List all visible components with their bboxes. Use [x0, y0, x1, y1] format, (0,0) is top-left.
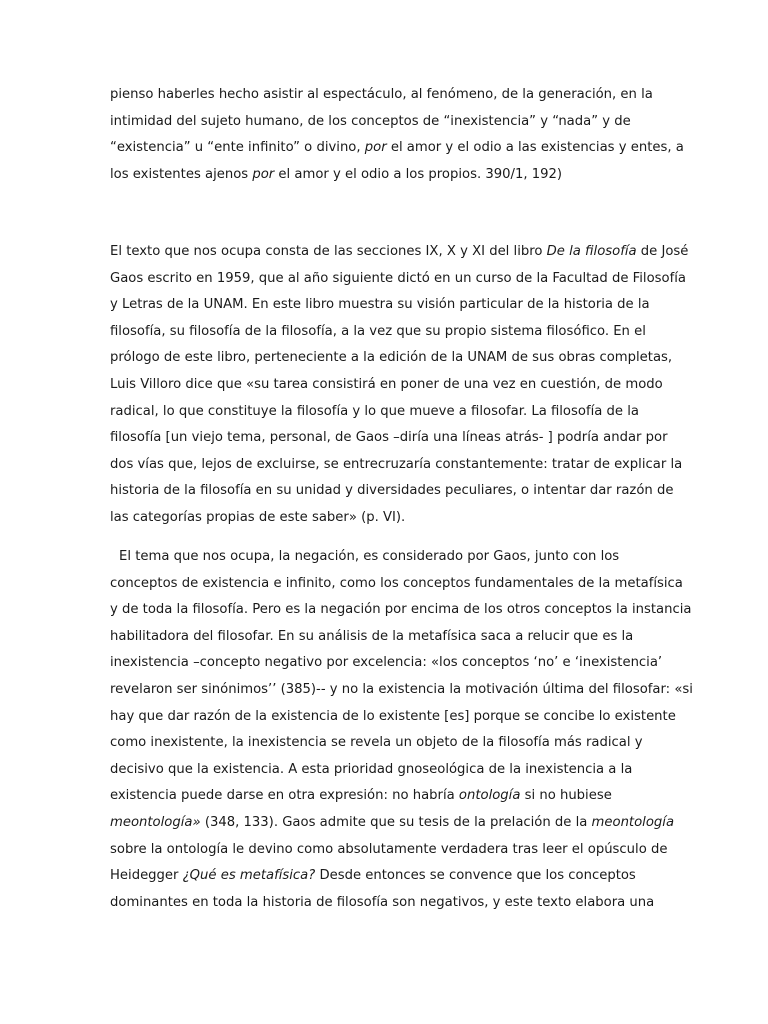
text-run: filosofía [un viejo tema, personal, de Gaos –diría una líneas atrás- ] podría andar por: [110, 430, 668, 446]
text-line: [110, 677, 693, 704]
italic-text-run: meontología»: [110, 814, 201, 830]
text-line: [110, 783, 670, 810]
text-run: historia de la filosofía en su unidad y diversidades peculiares, o intentar dar razón de: [110, 483, 674, 499]
text-line: [110, 162, 670, 189]
text-run: inexistencia –concepto negativo por excelencia: «los conceptos ‘no’ e ‘inexistencia’: [110, 655, 663, 671]
text-line: [110, 597, 692, 624]
text-run: hay que dar razón de la existencia de lo existente [es] porque se concibe lo existente: [110, 708, 676, 724]
italic-text-run: por: [364, 140, 387, 156]
text-line: [110, 624, 670, 651]
text-line: [110, 266, 686, 293]
text-run: El tema que nos ocupa, la negación, es considerado por Gaos, junto con los: [119, 549, 620, 564]
italic-text-run: ontología: [458, 788, 521, 804]
text-run: (348, 133). Gaos admite que su tesis de la prelación de la: [200, 814, 592, 830]
italic-text-run: De la filosofía: [546, 244, 637, 259]
text-line: [110, 863, 670, 890]
text-run: intimidad del sujeto humano, de los conceptos de “inexistencia” y “nada” y de: [110, 113, 631, 129]
text-line: [110, 810, 675, 837]
paragraph-quote-ending: [110, 82, 684, 188]
paragraph-negation-theme: [110, 544, 693, 916]
text-run: pienso haberles hecho asistir al espectáculo, al fenómeno, de la generación, en la: [110, 87, 653, 102]
text-run: sobre la ontología le devino como absolutamente verdadera tras leer el opúsculo de: [110, 841, 668, 857]
text-run: dos vías que, lejos de excluirse, se entrecruzaría constantemente: tratar de explicar la: [110, 456, 683, 472]
text-run: filosofía, su filosofía de la filosofía, a la vez que su propio sistema filosófico. En el: [110, 323, 646, 339]
text-line: [110, 650, 670, 677]
text-line: [110, 478, 674, 505]
paragraph-text-description: [110, 239, 689, 532]
text-line: [110, 372, 670, 399]
text-run: decisivo que la existencia. A esta prioridad gnoseológica de la inexistencia a la: [110, 761, 633, 777]
text-line: [110, 135, 684, 162]
text-line: [110, 730, 670, 757]
text-line: [110, 82, 670, 109]
text-line: [110, 345, 673, 372]
text-line: [110, 757, 670, 784]
text-run: radical, lo que constituye la filosofía y lo que mueve a filosofar. La filosofía de la: [110, 403, 639, 419]
text-line: [110, 319, 670, 346]
text-line: [110, 292, 670, 319]
text-line: [110, 704, 676, 731]
text-run: Gaos escrito en 1959, que al año siguiente dictó en un curso de la Facultad de Filosofía: [110, 270, 686, 286]
text-run: de José: [636, 244, 689, 259]
text-run: El texto que nos ocupa consta de las secciones IX, X y XI del libro: [110, 244, 547, 259]
text-line: [110, 544, 670, 571]
text-run: Luis Villoro dice que «su tarea consistirá en poner de una vez en cuestión, de modo: [110, 376, 663, 392]
text-run: como inexistente, la inexistencia se revela un objeto de la filosofía más radical y: [110, 735, 643, 751]
text-run: dominantes en toda la historia de filosofía son negativos, y este texto elabora una: [110, 894, 655, 910]
text-line: [110, 452, 683, 479]
text-line: [110, 109, 670, 136]
text-run: y de toda la filosofía. Pero es la negación por encima de los otros conceptos la instancia: [110, 602, 692, 618]
italic-text-run: meontología: [591, 814, 675, 830]
text-line: [110, 239, 689, 266]
text-run: el amor y el odio a los propios. 390/1, 192): [274, 166, 563, 182]
text-line: [110, 425, 670, 452]
text-line: [110, 890, 670, 917]
text-run: si no hubiese: [520, 788, 612, 804]
text-run: el amor y el odio a las existencias y entes, a: [386, 140, 684, 156]
text-run: Heidegger: [110, 868, 183, 884]
text-run: “existencia” u “ente infinito” o divino,: [110, 140, 365, 156]
text-line: [110, 837, 670, 864]
italic-text-run: ¿Qué es metafísica?: [182, 868, 316, 884]
text-run: los existentes ajenos: [110, 166, 253, 182]
text-run: Desde entonces se convence que los conceptos: [315, 868, 636, 884]
text-run: prólogo de este libro, perteneciente a la edición de la UNAM de sus obras completas,: [110, 350, 673, 366]
text-run: y Letras de la UNAM. En este libro muestra su visión particular de la historia de la: [110, 297, 650, 313]
text-line: [110, 399, 670, 426]
text-line: [110, 505, 670, 532]
italic-text-run: por: [252, 166, 275, 182]
text-run: revelaron ser sinónimos’’ (385)-- y no la existencia la motivación última del filosofar: «si: [110, 681, 693, 697]
text-run: conceptos de existencia e infinito, como los conceptos fundamentales de la metafísica: [110, 575, 683, 591]
text-run: habilitadora del filosofar. En su análisis de la metafísica saca a relucir que es la: [110, 628, 634, 644]
text-line: [110, 571, 683, 598]
text-run: las categorías propias de este saber» (p. VI).: [110, 509, 406, 525]
text-run: existencia puede darse en otra expresión: no habría: [110, 788, 459, 804]
